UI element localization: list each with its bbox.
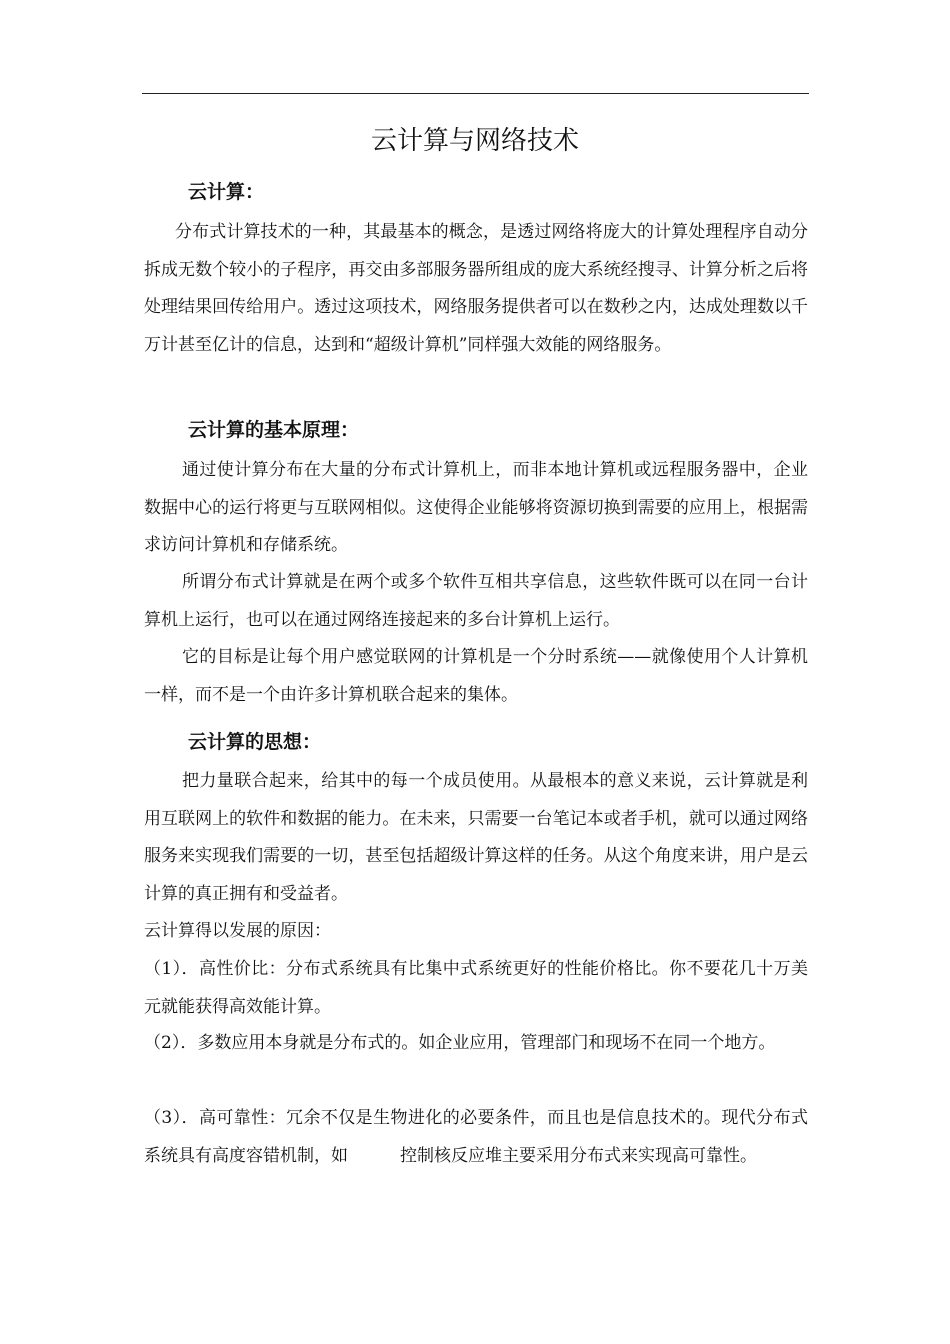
reason-item-3-part-a: （3）．高可靠性：冗余不仅是生物进化的必要条件，而且也是信息技术的。现代分布式系统具有高度容错机制，如 [144, 1108, 808, 1166]
section-heading-principle: 云计算的基本原理： [188, 419, 360, 441]
header-rule [142, 93, 809, 94]
reason-item-2: （2）．多数应用本身就是分布式的。如企业应用，管理部门和现场不在同一个地方。 [144, 1033, 776, 1053]
paragraph-principle-2: 所谓分布式计算就是在两个或多个软件互相共享信息，这些软件既可以在同一台计算机上运行，也可以在通过网络连接起来的多台计算机上运行。 [144, 572, 808, 630]
paragraph-cloud-definition: 分布式计算技术的一种，其最基本的概念，是透过网络将庞大的计算处理程序自动分拆成无数个较小的子程序，再交由多部服务器所组成的庞大系统经搜寻、计算分析之后将处理结果回传给用户。透过这项技术，网络服务提供者可以在数秒之内，达成处理数以千万计甚至亿计的信息，达到和“超级计算机”同样强大效能的网络服务。 [144, 222, 808, 355]
paragraph-principle-3: 它的目标是让每个用户感觉联网的计算机是一个分时系统——就像使用个人计算机一样，而不是一个由许多计算机联合起来的集体。 [144, 647, 808, 705]
reasons-label: 云计算得以发展的原因： [144, 921, 331, 941]
section-heading-idea: 云计算的思想： [188, 731, 322, 753]
section-heading-cloud: 云计算： [188, 181, 265, 203]
paragraph-principle-1: 通过使计算分布在大量的分布式计算机上，而非本地计算机或远程服务器中，企业数据中心的运行将更与互联网相似。这使得企业能够将资源切换到需要的应用上，根据需求访问计算机和存储系统。 [144, 460, 808, 555]
paragraph-idea: 把力量联合起来，给其中的每一个成员使用。从最根本的意义来说，云计算就是利用互联网上的软件和数据的能力。在未来，只需要一台笔记本或者手机，就可以通过网络服务来实现我们需要的一切，甚至包括超级计算这样的任务。从这个角度来讲，用户是云计算的真正拥有和受益者。 [144, 771, 808, 904]
reason-item-3 [144, 1100, 808, 1175]
document-title: 云计算与网络技术 [370, 126, 579, 156]
reason-item-3-part-b: 控制核反应堆主要采用分布式来实现高可靠性。 [400, 1145, 757, 1166]
reason-item-1: （1）．高性价比：分布式系统具有比集中式系统更好的性能价格比。你不要花几十万美元就能获得高效能计算。 [144, 959, 808, 1017]
